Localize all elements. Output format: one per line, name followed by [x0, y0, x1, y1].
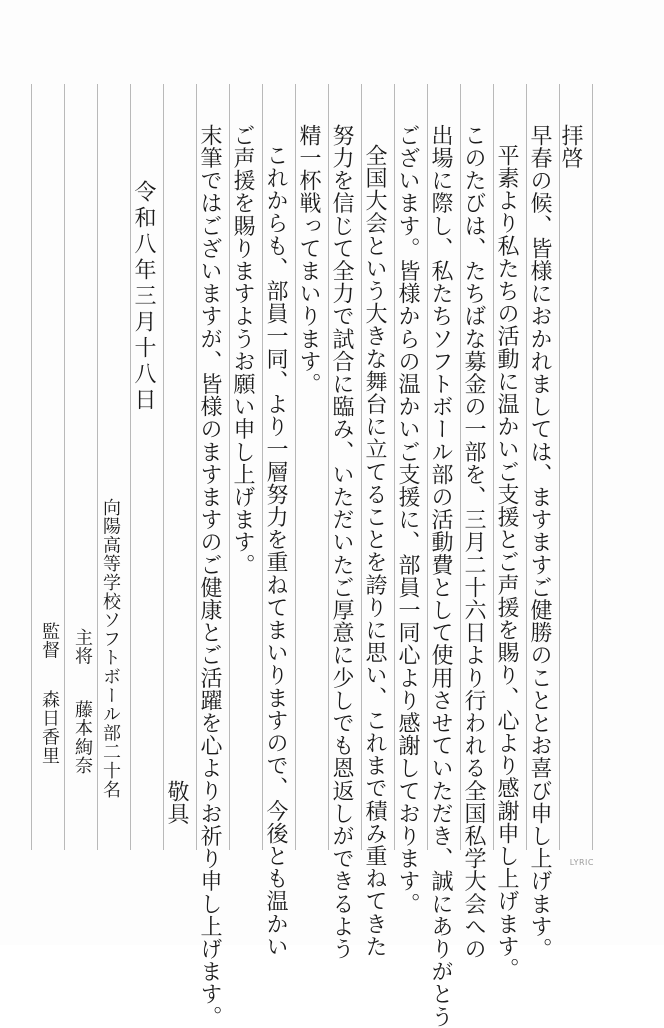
captain-name: 藤本絢奈: [72, 700, 93, 776]
body-line: 全国大会という大きな舞台に立てることを誇りに思い、これまで積み重ねてきた: [362, 144, 387, 958]
captain-title: 主将: [72, 628, 93, 666]
closing-word: 敬具: [164, 780, 189, 826]
ruled-line: [559, 84, 560, 850]
body-line: 出場に際し、私たちソフトボール部の活動費として使用させていただき、誠にありがとう: [428, 124, 453, 1028]
letter-date: 令和八年三月十八日: [131, 180, 156, 414]
ruled-line: [31, 84, 32, 850]
body-line: このたびは、たちばな募金の一部を、三月二十六日より行われる全国私学大会への: [461, 124, 486, 961]
watermark-label: LYRIC: [569, 858, 594, 867]
opening-greeting: 拝啓: [558, 124, 583, 170]
body-line: 早春の候、皆様におかれましては、ますますご健勝のこととお喜び申し上げます。: [527, 124, 552, 961]
body-line: これからも、部員一同、より一層努力を重ねてまいりますので、今後とも温かい: [263, 144, 288, 958]
body-line: ご声援を賜りますようお願い申し上げます。: [230, 124, 255, 576]
sender-organization: 向陽高等学校ソフトボール部二十名: [100, 498, 121, 799]
ruled-line: [163, 84, 164, 850]
body-line: 平素より私たちの活動に温かいご支援とご声援を賜り、心より感謝申し上げます。: [494, 144, 519, 981]
body-line: 末筆ではございますが、皆様のますますのご健康とご活躍を心よりお祈り申し上げます。: [197, 124, 222, 1028]
ruled-line: [64, 84, 65, 850]
coach-title: 監督: [39, 622, 60, 660]
ruled-line: [592, 84, 593, 850]
body-line: 努力を信じて全力で試合に臨み、いただいたご厚意に少しでも恩返しができるよう: [329, 124, 354, 961]
ruled-line: [97, 84, 98, 850]
body-line: ございます。皆様からの温かいご支援に、部員一同心より感謝しております。: [395, 124, 420, 915]
body-line: 精一杯戦ってまいります。: [296, 124, 321, 396]
coach-name: 森日香里: [39, 690, 60, 766]
